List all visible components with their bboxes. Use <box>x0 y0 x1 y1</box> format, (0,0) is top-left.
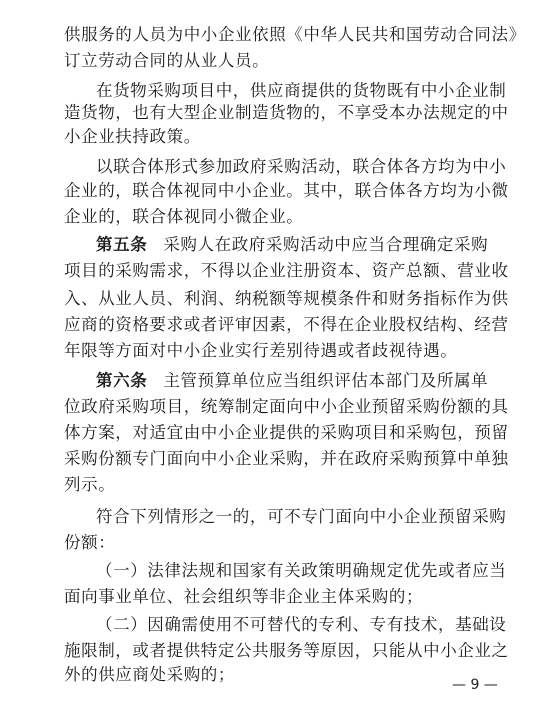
article-5-first-line: 第五条 采购人在政府采购活动中应当合理确定采购 <box>96 235 489 254</box>
text-line: 符合下列情形之一的，可不专门面向中小企业预留采购 <box>96 507 507 526</box>
text-line: 列示。 <box>64 475 116 494</box>
text-line: （二）因确需使用不可替代的专利、专有技术，基础设 <box>96 615 507 634</box>
text-line: 在货物采购项目中，供应商提供的货物既有中小企业制 <box>96 81 507 100</box>
text-line: 订立劳动合同的从业人员。 <box>64 51 270 70</box>
text-line: 面向事业单位、社会组织等非企业主体采购的； <box>64 587 424 606</box>
article-6-first-line: 第六条 主管预算单位应当组织评估本部门及所属单 <box>96 371 489 390</box>
article-5-heading: 第五条 <box>96 235 148 254</box>
text-line: 项目的采购需求，不得以企业注册资本、资产总额、营业收 <box>64 261 509 280</box>
text-line: 应商的资格要求或者评审因素，不得在企业股权结构、经营 <box>64 315 509 334</box>
text-line: 企业的，联合体视同小微企业。 <box>64 207 304 226</box>
text-line: 造货物，也有大型企业制造货物的，不享受本办法规定的中 <box>64 103 509 122</box>
text-line: 采购份额专门面向中小企业采购，并在政府采购预算中单独 <box>64 449 509 468</box>
article-6-heading: 第六条 <box>96 371 148 390</box>
text-line: 外的供应商处采购的； <box>64 665 235 684</box>
text-line: 施限制，或者提供特定公共服务等原因，只能从中小企业之 <box>64 641 509 660</box>
text-line: 年限等方面对中小企业实行差别待遇或者歧视待遇。 <box>64 341 458 360</box>
text-line: 以联合体形式参加政府采购活动，联合体各方均为中小 <box>96 157 507 176</box>
page-number: — 9 — <box>452 677 498 693</box>
text-line: 小企业扶持政策。 <box>64 127 201 146</box>
text-line: 企业的，联合体视同中小企业。其中，联合体各方均为小微 <box>64 181 509 200</box>
text-line: 入、从业人员、利润、纳税额等规模条件和财务指标作为供 <box>64 289 509 308</box>
text-line: 份额： <box>64 533 116 552</box>
text-line: 供服务的人员为中小企业依照《中华人民共和国劳动合同法》 <box>64 25 526 44</box>
text-line: （一）法律法规和国家有关政策明确规定优先或者应当 <box>96 561 507 580</box>
text-line: 体方案，对适宜由中小企业提供的采购项目和采购包，预留 <box>64 423 509 442</box>
text-line: 位政府采购项目，统筹制定面向中小企业预留采购份额的具 <box>64 397 509 416</box>
